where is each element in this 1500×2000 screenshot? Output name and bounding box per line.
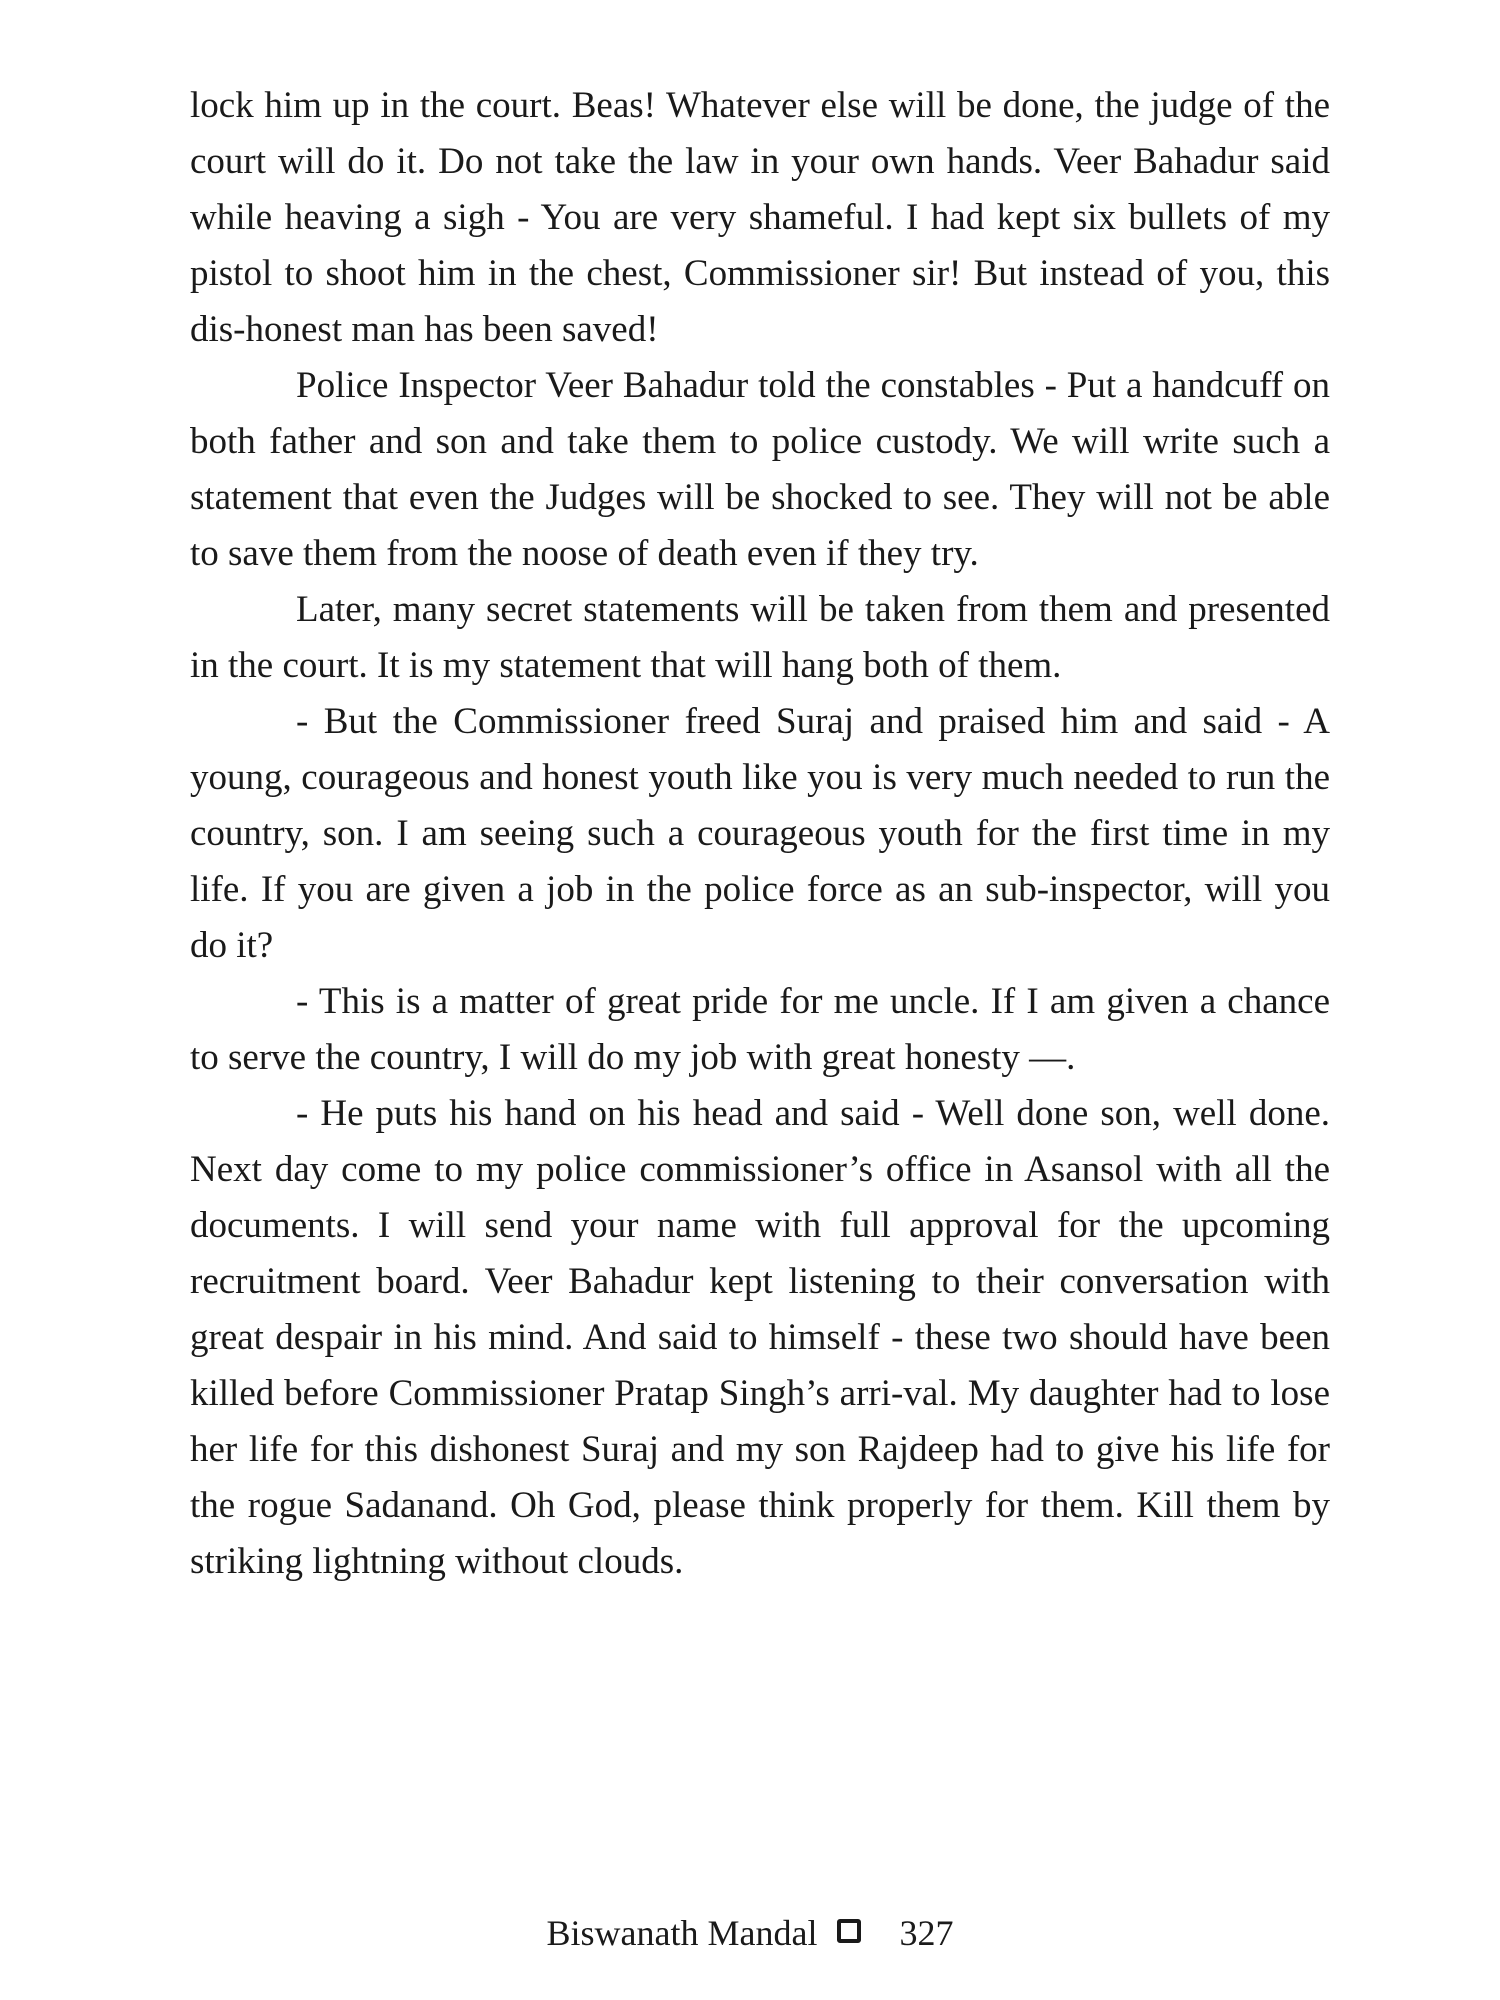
footer-author: Biswanath Mandal <box>546 1912 818 1953</box>
paragraph-6: - He puts his hand on his head and said - Well done son, well done. Next day come to my police commissioner’s office in Asansol with all the documents. I will send your name with full approval for the upcoming recruitment board. Veer Bahadur kept listening to their conversation with great despair in his mind. And said to himself - these two should have been killed before Commissioner Pratap Singh’s arri-val. My daughter had to lose her life for this dishonest Suraj and my son Rajdeep had to give his life for the rogue Sadanand. Oh God, please think properly for them. Kill them by striking lightning without clouds. <box>190 1093 1330 1582</box>
paragraph-1: lock him up in the court. Beas! Whatever else will be done, the judge of the court will do it. Do not take the law in your own hands. Veer Bahadur said while heaving a sigh - You are very shameful. I had kept six bullets of my pistol to shoot him in the chest, Commissioner sir! But instead of you, this dis-honest man has been saved! <box>190 85 1330 350</box>
page-footer <box>0 1908 1500 1954</box>
paragraph-5: - This is a matter of great pride for me uncle. If I am given a chance to serve the country, I will do my job with great honesty —. <box>190 981 1330 1078</box>
paragraph-2: Police Inspector Veer Bahadur told the constables - Put a handcuff on both father and son and take them to police custody. We will write such a statement that even the Judges will be shocked to see. They will not be able to save them from the noose of death even if they try. <box>190 365 1330 574</box>
square-box-icon <box>837 1919 861 1943</box>
paragraph-3: Later, many secret statements will be taken from them and presented in the court. It is my statement that will hang both of them. <box>190 589 1330 686</box>
paragraph-4: - But the Commissioner freed Suraj and praised him and said - A young, courageous and honest youth like you is very much needed to run the country, son. I am seeing such a courageous youth for the first time in my life. If you are given a job in the police force as an sub-inspector, will you do it? <box>190 701 1330 966</box>
page-body-text <box>190 78 1330 1590</box>
page-number: 327 <box>899 1912 954 1953</box>
